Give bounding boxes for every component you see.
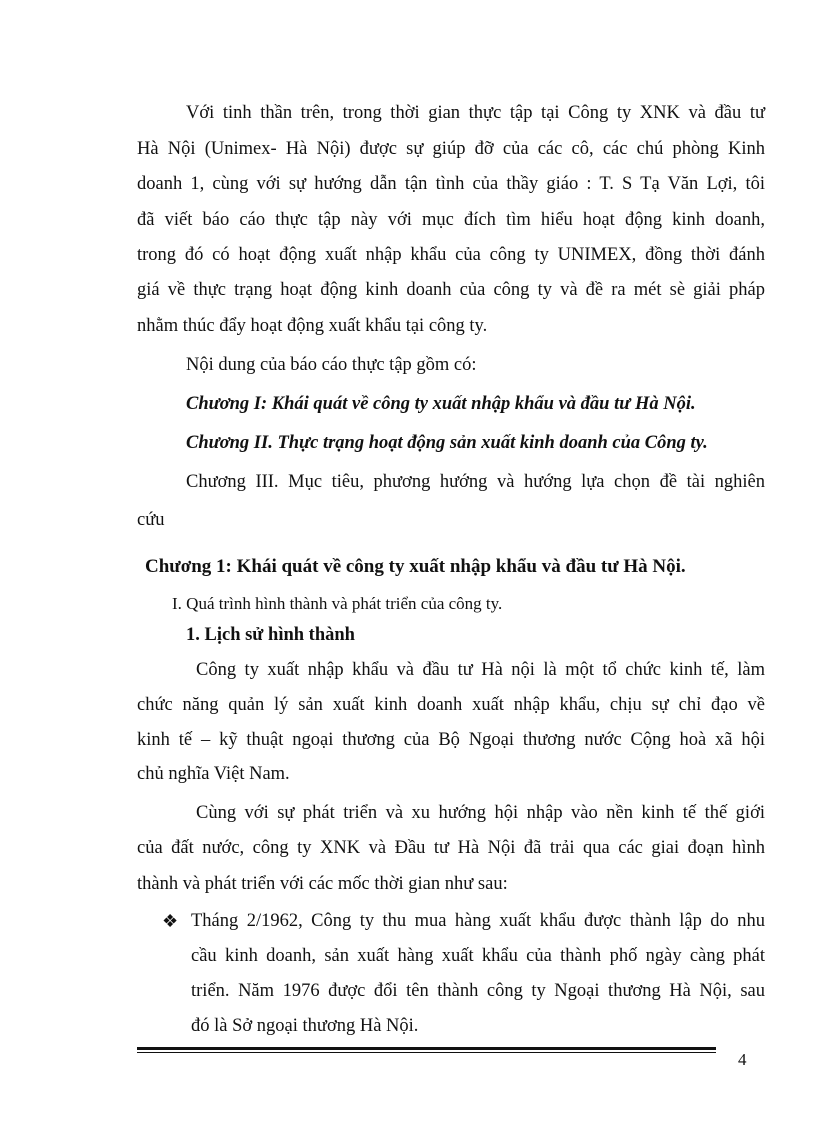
intro-line-5: trong đó có hoạt động xuất nhập khẩu của công ty UNIMEX, đồng thời đánh: [137, 245, 765, 265]
subsection-heading: 1. Lịch sử hình thành: [186, 625, 355, 645]
para1-line-4: chủ nghĩa Việt Nam.: [137, 764, 290, 784]
intro-line-3: doanh 1, cùng với sự hướng dẫn tận tình của thầy giáo : T. S Tạ Văn Lợi, tôi: [137, 174, 765, 194]
para2-line-2: của đất nước, công ty XNK và Đầu tư Hà Nội đã trải qua các giai đoạn hình: [137, 838, 765, 858]
para1-line-3: kinh tế – kỹ thuật ngoại thương của Bộ Ngoại thương nước Cộng hoà xã hội: [137, 730, 765, 750]
footer-rule-thin: [137, 1052, 716, 1053]
intro-line-2: Hà Nội (Unimex- Hà Nội) được sự giúp đỡ của các cô, các chú phòng Kinh: [137, 139, 765, 159]
contents-chapter-2: Chương II. Thực trạng hoạt động sản xuất kinh doanh của Công ty.: [186, 433, 708, 453]
para1-line-1: Công ty xuất nhập khẩu và đầu tư Hà nội là một tổ chức kinh tế, làm: [196, 660, 765, 680]
footer-rule-thick: [137, 1047, 716, 1050]
contents-chapter-3-line-1: Chương III. Mục tiêu, phương hướng và hướng lựa chọn đề tài nghiên: [186, 472, 765, 492]
section-heading: I. Quá trình hình thành và phát triển của công ty.: [172, 594, 503, 613]
bullet-line-4: đó là Sở ngoại thương Hà Nội.: [191, 1016, 419, 1036]
chapter-heading: Chương 1: Khái quát về công ty xuất nhập khẩu và đầu tư Hà Nội.: [145, 556, 686, 577]
page-number: 4: [738, 1050, 747, 1069]
intro-line-6: giá về thực trạng hoạt động kinh doanh của công ty và đề ra mét sè giải pháp: [137, 280, 765, 300]
intro-line-4: đã viết báo cáo thực tập này với mục đích tìm hiểu hoạt động kinh doanh,: [137, 210, 765, 230]
bullet-line-3: triển. Năm 1976 được đổi tên thành công ty Ngoại thương Hà Nội, sau: [191, 981, 765, 1001]
contents-chapter-3-line-2: cứu: [137, 510, 165, 530]
para2-line-3: thành và phát triển với các mốc thời gian như sau:: [137, 874, 508, 894]
para2-line-1: Cùng với sự phát triển và xu hướng hội nhập vào nền kinh tế thế giới: [196, 803, 765, 823]
para1-line-2: chức năng quản lý sản xuất kinh doanh xuất nhập khẩu, chịu sự chỉ đạo về: [137, 695, 765, 715]
bullet-diamond-icon: ❖: [162, 911, 179, 931]
contents-intro: Nội dung của báo cáo thực tập gồm có:: [186, 355, 477, 375]
contents-chapter-1: Chương I: Khái quát về công ty xuất nhập khẩu và đầu tư Hà Nội.: [186, 394, 696, 414]
bullet-line-1: Tháng 2/1962, Công ty thu mua hàng xuất khẩu được thành lập do nhu: [191, 911, 765, 931]
intro-line-7: nhằm thúc đẩy hoạt động xuất khẩu tại công ty.: [137, 316, 488, 336]
bullet-line-2: cầu kinh doanh, sản xuất hàng xuất khẩu của thành phố ngày càng phát: [191, 946, 765, 966]
intro-line-1: Với tinh thần trên, trong thời gian thực tập tại Công ty XNK và đầu tư: [186, 103, 765, 123]
